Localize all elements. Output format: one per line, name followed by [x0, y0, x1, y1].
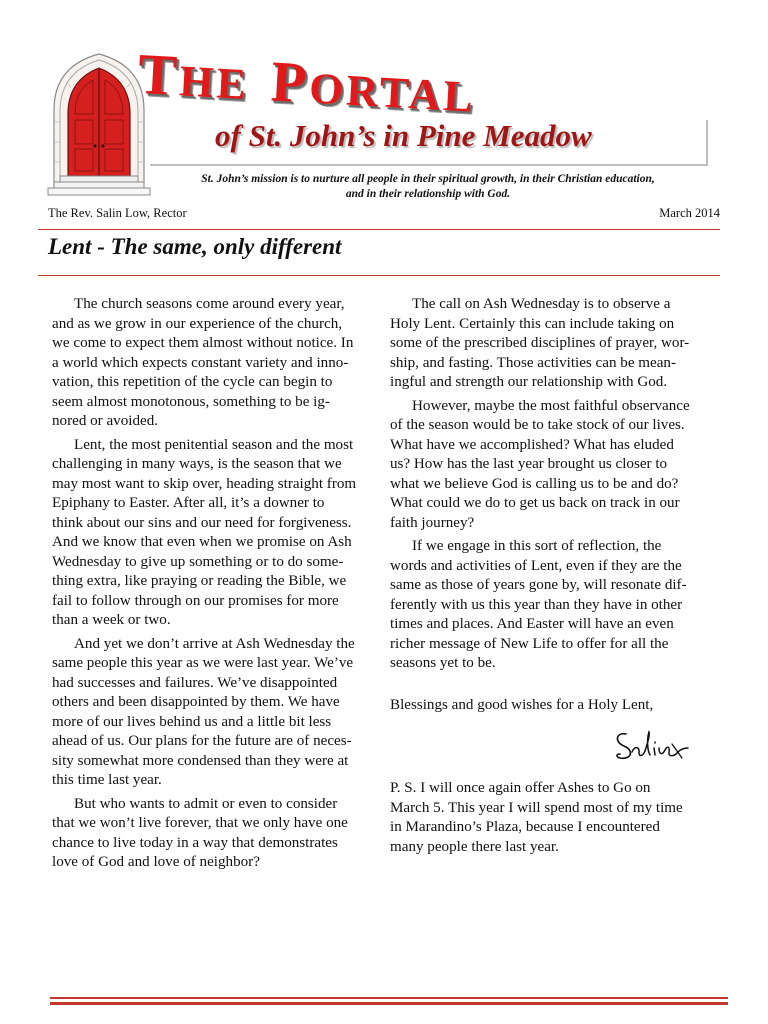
- paragraph-line: sity somewhat more condensed than they were at: [52, 752, 349, 769]
- title-initial-t: T: [136, 40, 182, 109]
- paragraph-line: If we engage in this sort of reflection, the: [412, 538, 662, 554]
- paragraph-line: some of the prescribed disciplines of prayer, wor-: [390, 335, 690, 351]
- postscript: [390, 779, 722, 857]
- paragraph-line: same as those of years gone by, will resonate dif-: [390, 577, 687, 593]
- paragraph-line: chance to live today in a way that demonstrates: [52, 834, 338, 851]
- paragraph-line: we come to expect them almost without notice. In: [52, 335, 354, 351]
- paragraph-line: may most want to skip over, heading straight from: [52, 475, 357, 492]
- paragraph-line: However, maybe the most faithful observance: [412, 397, 690, 414]
- footer-rule-thick: [50, 1002, 728, 1005]
- paragraph-line: richer message of New Life to offer for all the: [390, 635, 669, 652]
- paragraph-line: ship, and fasting. Those activities can be mean-: [390, 354, 676, 371]
- paragraph-line: vation, this repetition of the cycle can begin to: [52, 374, 333, 390]
- paragraph-line: words and activities of Lent, even if they are the: [390, 557, 682, 574]
- postscript-line: P. S. I will once again offer Ashes to Go on: [390, 780, 651, 796]
- postscript-line: March 5. This year I will spend most of my time: [390, 799, 683, 816]
- paragraph-line: Lent, the most penitential season and the most: [74, 436, 354, 453]
- paragraph-line: Holy Lent. Certainly this can include taking on: [390, 315, 675, 332]
- paragraph-line: had successes and failures. We’ve disappointed: [52, 674, 338, 691]
- paragraph-line: nored or avoided.: [52, 413, 159, 429]
- paragraph-line: times and places. And Easter will have an even: [390, 616, 674, 632]
- paragraph-line: The church seasons come around every year,: [74, 296, 345, 312]
- paragraph-line: us? How has the last year brought us closer to: [390, 456, 668, 472]
- postscript-line: many people there last year.: [390, 838, 559, 855]
- church-door-icon: [46, 52, 152, 202]
- rector-name: The Rev. Salin Low, Rector: [48, 206, 187, 220]
- article-paragraph: [52, 436, 384, 631]
- paragraph-line: ferently with us this year than they have in other: [390, 596, 683, 613]
- paragraph-line: a world which expects constant variety and inno-: [52, 354, 349, 371]
- paragraph-line: challenging in many ways, is the season that we: [52, 456, 342, 472]
- paragraph-line: What could we do to get us back on track in our: [390, 495, 680, 511]
- right-column: [390, 295, 722, 861]
- mission-statement: [172, 172, 684, 202]
- paragraph-line: this time last year.: [52, 772, 162, 788]
- left-column: [52, 295, 384, 877]
- article-paragraph: [390, 397, 722, 534]
- mission-line: St. John’s mission is to nurture all people in their spiritual growth, in their Christian education,: [201, 173, 655, 185]
- paragraph-line: thing extra, like praying or reading the Bible, we: [52, 573, 347, 589]
- paragraph-line: ingful and strength our relationship with God.: [390, 374, 668, 390]
- article-paragraph: [52, 635, 384, 791]
- postscript-line: in Marandino’s Plaza, because I encountered: [390, 819, 660, 835]
- paragraph-line: love of God and love of neighbor?: [52, 854, 260, 870]
- paragraph-line: think about our sins and our need for forgiveness.: [52, 514, 352, 531]
- header-divider: [38, 229, 720, 230]
- paragraph-line: of the season would be to take stock of our lives.: [390, 417, 685, 433]
- paragraph-line: more of our lives behind us and a little bit less: [52, 713, 332, 730]
- title-initial-p: P: [269, 48, 312, 116]
- paragraph-line: faith journey?: [390, 514, 475, 531]
- article-paragraph: [390, 295, 722, 393]
- title-rest-he: HE: [178, 56, 251, 110]
- paragraph-line: fail to follow through on our promises for more: [52, 592, 339, 609]
- paragraph-line: Wednesday to give up something or to do some-: [52, 553, 344, 570]
- paragraph-line: And yet we don’t arrive at Ash Wednesday the: [74, 635, 355, 652]
- paragraph-line: what we believe God is calling us to be and do?: [390, 475, 679, 492]
- newsletter-subtitle: of St. John’s in Pine Meadow: [215, 118, 592, 153]
- paragraph-line: and as we grow in our experience of the church,: [52, 315, 343, 332]
- paragraph-line: ahead of us. Our plans for the future are of neces-: [52, 733, 352, 749]
- paragraph-line: seem almost monotonous, something to be ig-: [52, 393, 330, 410]
- paragraph-line: that we won’t live forever, that we only have one: [52, 815, 348, 831]
- title-rest-ortal: ORTAL: [307, 63, 478, 122]
- article-paragraph: [390, 537, 722, 674]
- article-paragraph: [52, 795, 384, 873]
- paragraph-line: others and been disappointed by them. We have: [52, 694, 340, 710]
- paragraph-line: What have we accomplished? What has eluded: [390, 436, 674, 453]
- paragraph-line: seasons yet to be.: [390, 655, 496, 671]
- paragraph-line: But who wants to admit or even to consider: [74, 795, 338, 812]
- closing-line: Blessings and good wishes for a Holy Lent,: [390, 696, 654, 713]
- paragraph-line: The call on Ash Wednesday is to observe a: [412, 296, 671, 312]
- paragraph-line: than a week or two.: [52, 612, 171, 628]
- paragraph-line: And we know that even when we promise on Ash: [52, 534, 352, 550]
- article-paragraph: [52, 295, 384, 432]
- paragraph-line: same people this year as we were last year. We’ve: [52, 655, 354, 671]
- mission-line: and in their relationship with God.: [345, 188, 511, 200]
- issue-date: March 2014: [659, 206, 720, 220]
- paragraph-line: Epiphany to Easter. After all, it’s a downer to: [52, 495, 325, 511]
- footer-rule-thin: [50, 997, 728, 999]
- signature-image: [612, 724, 692, 768]
- article-headline: Lent - The same, only different: [48, 234, 342, 259]
- headline-divider: [38, 275, 720, 276]
